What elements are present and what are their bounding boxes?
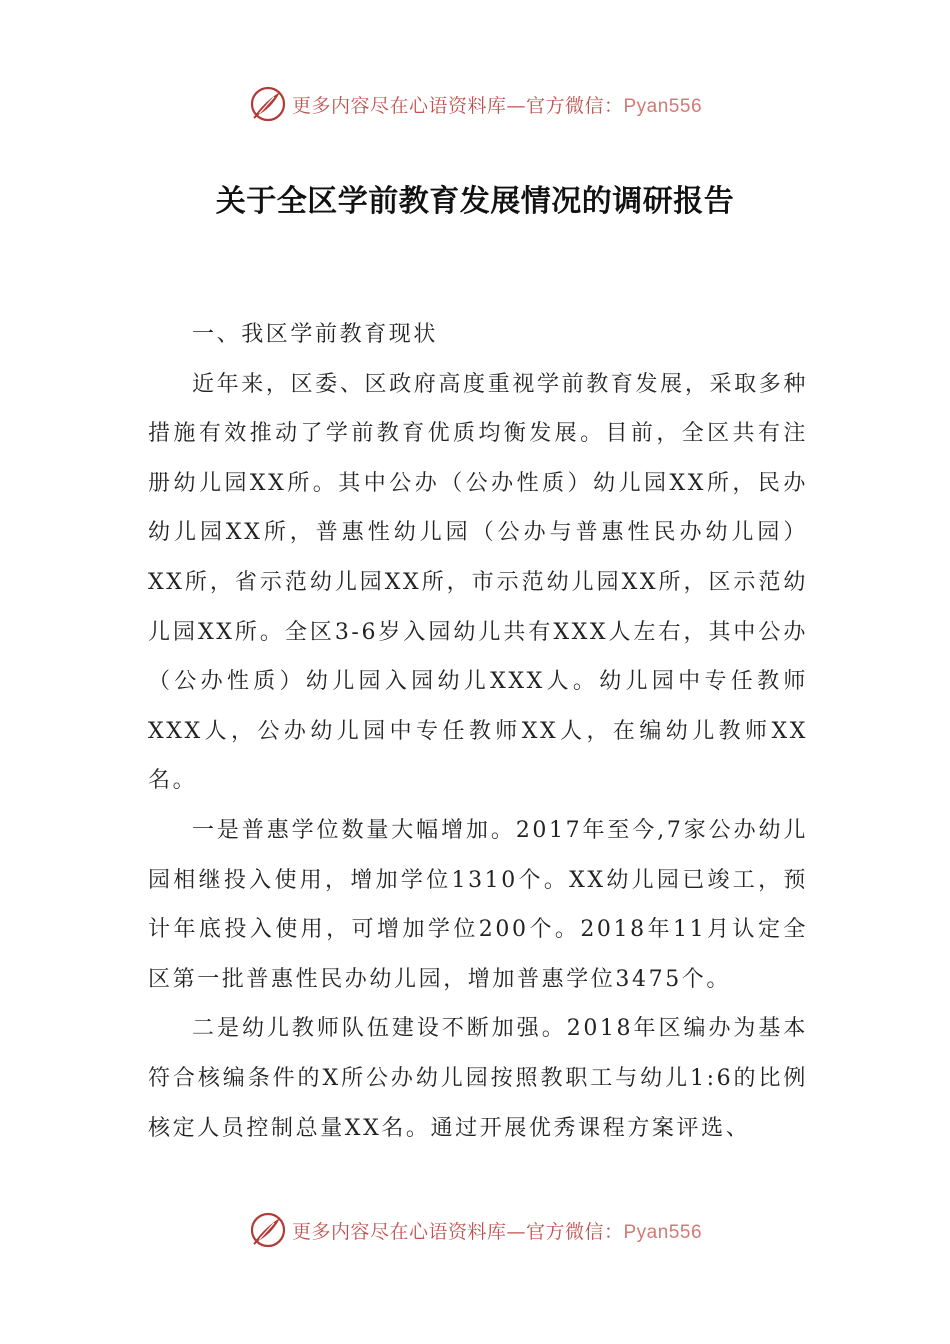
- section-heading: 一、我区学前教育现状: [192, 322, 439, 347]
- paragraph: 二是幼儿教师队伍建设不断加强。2018年区编办为基本符合核编条件的X所公办幼儿园按照教职工与幼儿1:6的比例核定人员控制总量XX名。通过开展优秀课程方案评选、: [148, 1016, 808, 1141]
- paragraph: 一是普惠学位数量大幅增加。2017年至今,7家公办幼儿园相继投入使用，增加学位1310个。XX幼儿园已竣工，预计年底投入使用，可增加学位200个。2018年11月认定全区第一批普惠性民办幼儿园，增加普惠学位3475个。: [148, 817, 808, 992]
- wechat-id: Pyan556: [623, 1221, 703, 1243]
- paragraph: 近年来，区委、区政府高度重视学前教育发展，采取多种措施有效推动了学前教育优质均衡发展。目前，全区共有注册幼儿园XX所。其中公办（公办性质）幼儿园XX所，民办幼儿园XX所，普惠性幼儿园（公办与普惠性民办幼儿园）XX所，省示范幼儿园XX所，市示范幼儿园XX所，区示范幼儿园XX所。全区3-6岁入园幼儿共有XXX人左右，其中公办（公办性质）幼儿园入园幼儿XXX人。幼儿园中专任教师XXX人，公办幼儿园中专任教师XX人，在编幼儿教师XX名。: [148, 371, 808, 794]
- wechat-id: Pyan556: [623, 95, 703, 117]
- document-body: [148, 310, 808, 1153]
- footer-watermark: [0, 1208, 950, 1252]
- quill-logo-icon: [248, 1210, 288, 1250]
- watermark-label: 更多内容尽在心语资料库—官方微信：: [291, 94, 624, 117]
- header-watermark: [0, 82, 950, 126]
- watermark-text: [292, 91, 702, 118]
- watermark-label: 更多内容尽在心语资料库—官方微信：: [291, 1220, 624, 1243]
- document-title: 关于全区学前教育发展情况的调研报告: [215, 184, 735, 219]
- quill-logo-icon: [248, 84, 288, 124]
- watermark-text: [292, 1217, 702, 1244]
